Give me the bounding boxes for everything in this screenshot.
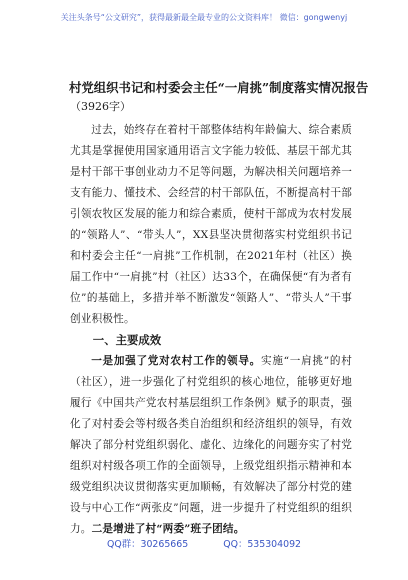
section-heading: 一、主要成效 [92, 333, 162, 347]
footer-qq: QQ：535304092 [223, 539, 302, 550]
document-title: 村党组织书记和村委会主任“一肩挑”制度落实情况报告 [69, 80, 369, 95]
header-banner: 关注头条号“公文研究”，获得最新最全最专业的公文资料库！ 微信：gongwenyj [60, 13, 348, 22]
point1-body: 实施“一肩挑”的村（社区），进一步强化了村党组织的核心地位，能够更好地履行《中国共产党农村基层组织工作条例》赋予的职责，强化了对村委会等村级各类自治组织和经济组织的领导，有效解决了部分村党组织弱化、虚化、边缘化的问题夯实了村党组织对村级各项工作的全面领导，上级党组织指示精神和本级党组织决议贯彻落实更加顺畅，有效解决了部分村党的建设与中心工作“两张皮”问题，进一步提升了村党组织的组织力。 [70, 355, 352, 535]
document-body [69, 45, 369, 540]
word-count: （3926字） [70, 100, 131, 113]
point1-lead: 一是加强了党对农村工作的领导。 [91, 355, 261, 367]
footer-contact [0, 536, 408, 550]
intro-paragraph: 过去，始终存在着村干部整体结构年龄偏大、综合素质尤其是掌握使用国家通用语言文字能力较低、基层干部尤其是村干部干事创业动力不足等问题，为解决相关问题培养一支有能力、懂技术、会经营的村干部队伍，不断提高村干部引领农牧区发展的能力和综合素质，使村干部成为农村发展的“领路人”、“带头人”，XX县坚决贯彻落实村党组织书记和村委会主任“一肩挑”工作机制，在2021年村（社区）换届工作中“一肩挑”村（社区）达33个，在确保便“有为者有位”的基础上，多措并举不断激发“领路人”、“带头人”干事创业积极性。 [70, 124, 352, 325]
footer-qq-group: QQ群：30265665 [106, 539, 189, 550]
point2-lead: 二是增进了村“两委”班子团结。 [91, 523, 245, 535]
point-paragraph [70, 351, 352, 540]
